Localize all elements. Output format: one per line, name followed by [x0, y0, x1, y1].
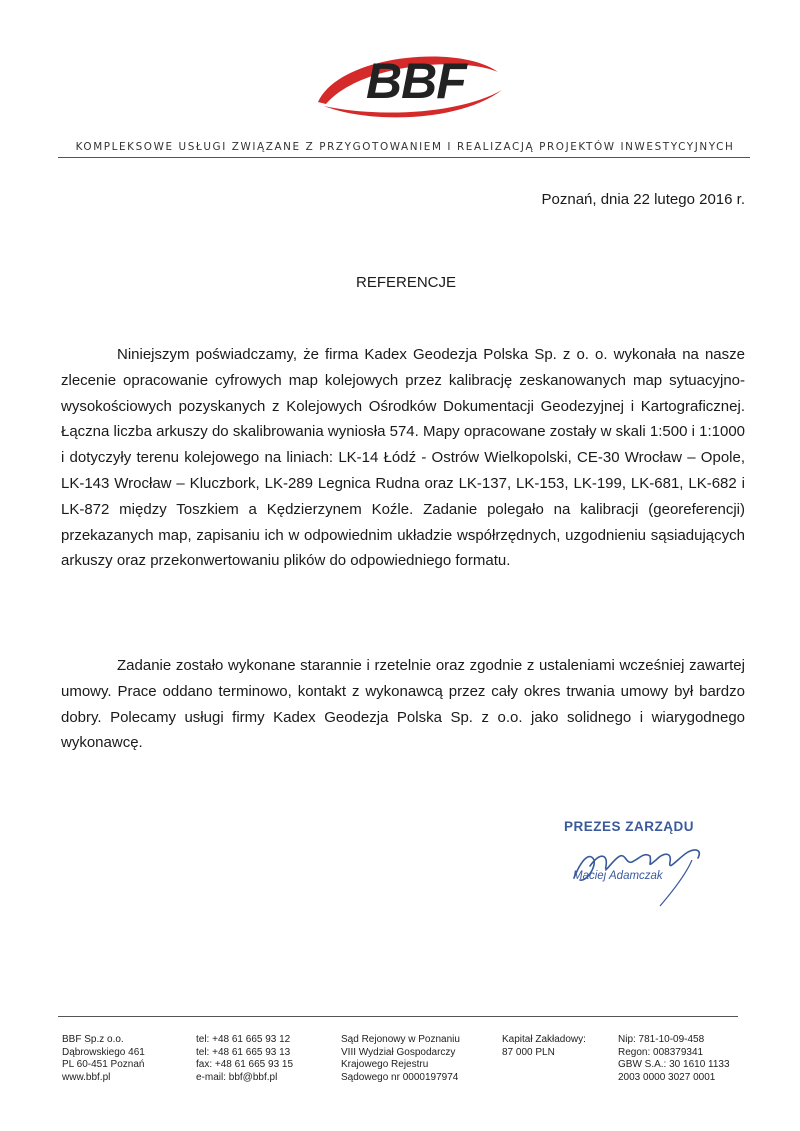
footer-website: www.bbf.pl [62, 1071, 111, 1083]
footer-line: Nip: 781-10-09-458 [618, 1034, 705, 1045]
company-tagline: KOMPLEKSOWE USŁUGI ZWIĄZANE Z PRZYGOTOWANIEM I REALIZACJĄ PROJEKTÓW INWESTYCYJNYCH [75, 141, 735, 153]
footer-contact-column [196, 1034, 293, 1084]
footer-line: PL 60-451 Poznań [62, 1059, 145, 1070]
footer-capital-column [502, 1034, 586, 1059]
body-paragraph-1 [61, 342, 745, 574]
signatory-name: Maciej Adamczak [573, 870, 663, 882]
footer-phone: tel: +48 61 665 93 13 [196, 1046, 291, 1058]
letter-date: Poznań, dnia 22 lutego 2016 r. [541, 191, 745, 208]
footer-line: Dąbrowskiego 461 [62, 1046, 145, 1058]
footer-line: Krajowego Rejestru [341, 1059, 429, 1070]
footer-fax: fax: +48 61 665 93 15 [196, 1059, 294, 1070]
footer-ids-column [618, 1034, 730, 1084]
paragraph-text: Niniejszym poświadczamy, że firma Kadex Geodezja Polska Sp. z o. o. wykonała na nasze zlecenie opracowanie cyfrowych map kolejowych przez kalibrację zeskanowanych map sytuacyjno-wysokościowych pozyskanych z Kolejowych Ośrodków Dokumentacji Geodezyjnej i Kartograficznej. Łączna liczba arkuszy do skalibrowania wyniosła 574. Mapy opracowane zostały w skali 1:500 i 1:1000 i dotyczyły terenu kolejowego na liniach: LK-14 Łódź - Ostrów Wielkopolski, CE-30 Wrocław – Opole, LK-143 Wrocław – Kluczbork, LK-289 Legnica Rudna oraz LK-137, LK-153, LK-199, LK-681, LK-682 i LK-872 między Toszkiem a Kędzierzynem Koźle. Zadanie polegało na kalibracji (georeferencji) przekazanych map, zapisaniu ich w odpowiednim układzie współrzędnych, uzgodnieniu sąsiadujących arkuszy oraz przekonwertowaniu plików do odpowiedniego formatu. [61, 346, 745, 570]
footer-phone: tel: +48 61 665 93 12 [196, 1034, 291, 1045]
header-divider [58, 157, 750, 158]
footer-line: VIII Wydział Gospodarczy [341, 1046, 456, 1058]
company-logo [310, 44, 510, 128]
footer-line: 2003 0000 3027 0001 [618, 1071, 716, 1083]
footer-line: Sądowego nr 0000197974 [341, 1071, 459, 1083]
signature-title: PREZES ZARZĄDU [564, 819, 695, 834]
logo-text: BBF [366, 53, 466, 109]
paragraph-text: Zadanie zostało wykonane starannie i rzetelnie oraz zgodnie z ustaleniami wcześniej zawartej umowy. Prace oddano terminowo, kontakt z wykonawcą przez cały okres trwania umowy był bardzo dobry. Polecamy usługi firmy Kadex Geodezja Polska Sp. z o.o. jako solidnego i wiarygodnego wykonawcę. [61, 657, 745, 752]
document-title: REFERENCJE [355, 274, 456, 291]
footer-divider [58, 1016, 738, 1017]
footer-line: GBW S.A.: 30 1610 1133 [618, 1059, 730, 1070]
footer-company-column [62, 1034, 145, 1084]
footer-email: e-mail: bbf@bbf.pl [196, 1071, 278, 1083]
footer-court-column [341, 1034, 460, 1084]
footer-line: Regon: 008379341 [618, 1046, 704, 1058]
footer-line: Kapitał Zakładowy: [502, 1034, 586, 1045]
footer-line: BBF Sp.z o.o. [62, 1034, 124, 1045]
footer-line: 87 000 PLN [502, 1046, 555, 1058]
footer-line: Sąd Rejonowy w Poznaniu [341, 1034, 460, 1045]
body-paragraph-2 [61, 653, 745, 756]
